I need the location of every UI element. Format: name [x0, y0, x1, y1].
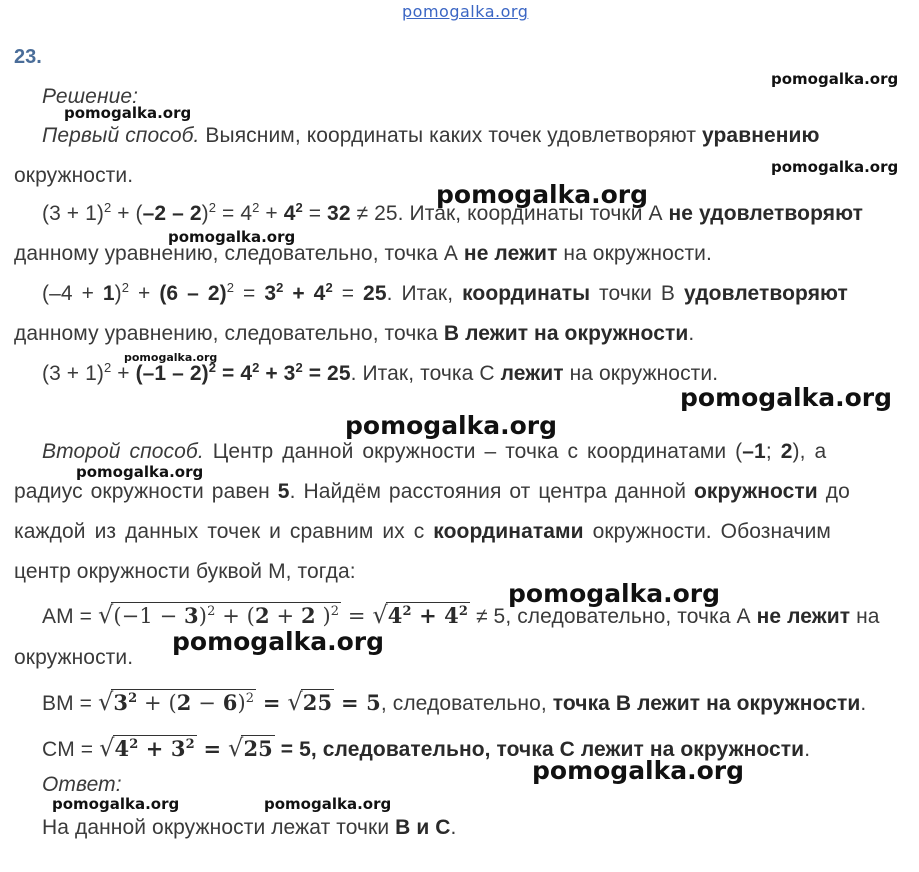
watermark: pomogalka.org — [508, 579, 721, 608]
answer-text — [42, 816, 456, 840]
watermark: pomogalka.org — [771, 158, 899, 176]
way2-line1 — [42, 440, 826, 464]
pointB-bold1: координаты — [462, 282, 591, 305]
bm-formula: $√3^2 + (2 - 6)^2 = √25 = 5$ — [97, 688, 381, 716]
am-tail2: на — [850, 605, 880, 628]
watermark: pomogalka.org — [52, 795, 180, 813]
way2-l3-bold: координатами — [433, 520, 584, 543]
watermark: pomogalka.org — [76, 463, 204, 481]
watermark: pomogalka.org — [168, 228, 296, 246]
bm-tail: , следовательно, — [380, 692, 553, 715]
pointC-equation: $(3 + 1)^2 + (-1 - 2)^2 = 4^2 + 3^2 = 25$ — [42, 360, 351, 385]
pointA-tail: ≠ 25. Итак, координаты точки А — [350, 202, 669, 225]
answer-label: Ответ: — [42, 773, 122, 796]
pointA-line2-text: данному уравнению, следовательно, точка А — [14, 242, 464, 265]
pointB-equation-line — [42, 282, 848, 306]
pointC-equation-line — [42, 362, 718, 386]
way2-line4: центр окружности буквой М, тогда: — [14, 560, 356, 583]
way2-line2 — [14, 480, 850, 504]
pointB-line2-bold: В лежит на окружности — [443, 322, 689, 345]
pointB-line2-text: данному уравнению, следовательно, точка — [14, 322, 444, 345]
task-number: 23. — [14, 46, 42, 68]
am-line2: окружности. — [14, 646, 134, 669]
pointB-tail2: точки В — [590, 282, 684, 305]
way2-l2-radius: 5 — [277, 480, 290, 503]
am-bold: не лежит — [756, 605, 851, 628]
am-tail: ≠ 5, следовательно, точка А — [470, 605, 757, 628]
pointB-bold2: удовлетворяют — [683, 282, 848, 305]
pointC-tail: . Итак, точка С — [350, 362, 501, 385]
way2-l1-y: 2 — [780, 440, 793, 463]
watermark: pomogalka.org — [532, 756, 745, 785]
am-label: AM = — [42, 605, 98, 628]
answer-text-a: На данной окружности лежат точки — [42, 816, 396, 839]
watermark: pomogalka.org — [64, 104, 192, 122]
way2-l1-end: ), а — [792, 440, 827, 463]
way2-l3-end: окружности. Обозначим — [583, 520, 831, 543]
pointC-bold: лежит — [500, 362, 564, 385]
pointB-equation: $(-4 + 1)^2 + (6 - 2)^2 = 3^2 + 4^2 = 25$ — [42, 280, 387, 305]
way1-intro-text: Выясним, координаты каких точек удовлетворяют — [199, 124, 702, 147]
pointB-line2: данному уравнению, следовательно, точка В лежит на окружности. — [14, 322, 695, 345]
am-line — [42, 601, 880, 629]
pointA-line2 — [14, 242, 712, 266]
bm-end: . — [860, 692, 867, 715]
way1-intro-bold: уравнению — [701, 124, 820, 147]
answer-points: В и С — [395, 816, 451, 839]
watermark: pomogalka.org — [680, 383, 893, 412]
watermark: pomogalka.org — [124, 351, 218, 364]
answer-end: . — [450, 816, 457, 839]
way2-l2-end: до — [817, 480, 850, 503]
way2-line3 — [14, 520, 831, 544]
watermark: pomogalka.org — [436, 180, 649, 209]
bm-label: BM = — [42, 692, 98, 715]
pointA-line2-bold: не лежит — [463, 242, 558, 265]
way1-intro-line2: окружности. — [14, 164, 134, 187]
way2-l1-x: –1 — [742, 440, 766, 463]
way1-intro-line — [42, 124, 820, 148]
way2-l1-sep: ; — [765, 440, 781, 463]
pointA-equation: $(3 + 1)^2 + (-2 - 2)^2 = 4^2 + 4^2 = 32$ — [42, 200, 351, 225]
way2-title: Второй способ. — [42, 440, 204, 463]
way2-l2-text2: . Найдём расстояния от центра данной — [289, 480, 694, 503]
watermark: pomogalka.org — [771, 70, 899, 88]
cm-label: CM = — [42, 738, 100, 761]
cm-end: . — [804, 738, 811, 761]
bm-bold: точка В лежит на окружности — [552, 692, 861, 715]
site-header-link[interactable]: pomogalka.org — [402, 2, 529, 21]
watermark: pomogalka.org — [264, 795, 392, 813]
way2-l3-text: каждой из данных точек и сравним их с — [14, 520, 434, 543]
pointA-line2-end: на окружности. — [557, 242, 712, 265]
am-formula: $√(-1 - 3)^2 + (2 + 2$ )$^2 = √4^2 + 4^2$ — [97, 601, 469, 629]
solution-label: Решение: — [42, 85, 139, 108]
cm-formula: $√4^2 + 3^2 = √25$ — [99, 734, 273, 762]
watermark: pomogalka.org — [345, 411, 558, 440]
bm-line — [42, 688, 866, 716]
pointC-tail2: на окружности. — [563, 362, 719, 385]
pointA-bold: не удовлетворяют — [668, 202, 863, 225]
way2-l2-text: радиус окружности равен — [14, 480, 278, 503]
way2-l1-text: Центр данной окружности – точка с координатами ( — [203, 440, 743, 463]
way1-title: Первый способ. — [42, 124, 200, 147]
way2-l2-bold: окружности — [693, 480, 818, 503]
watermark: pomogalka.org — [172, 627, 385, 656]
cm-bold: = 5, следовательно, точка С лежит на окружности — [274, 738, 805, 761]
pointB-tail: . Итак, — [386, 282, 463, 305]
